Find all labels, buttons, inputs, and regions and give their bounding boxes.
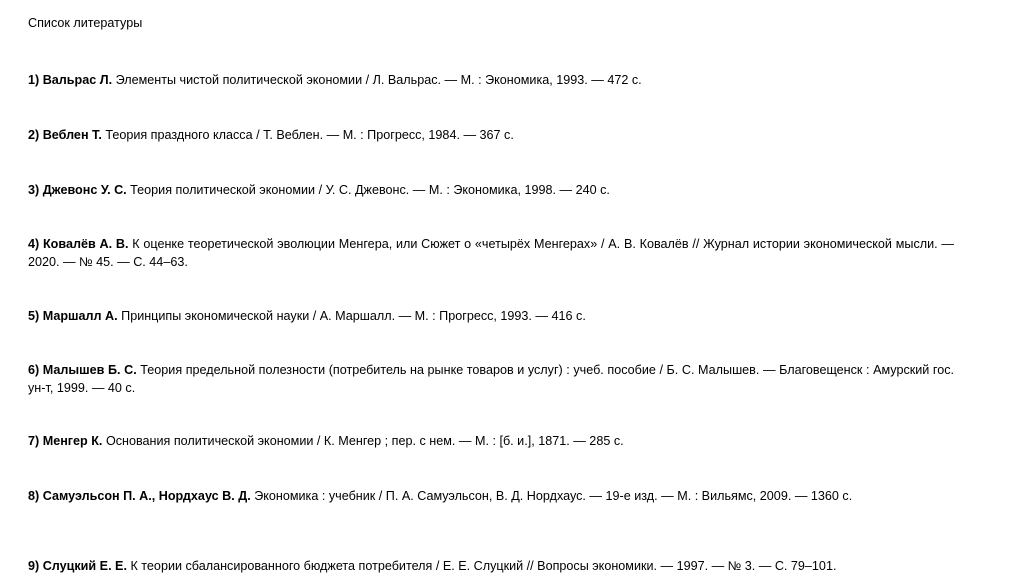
- reference-item: [28, 236, 954, 271]
- reference-lead: [28, 489, 251, 503]
- reference-lead: [28, 237, 128, 251]
- reference-text: Экономика : учебник / П. А. Самуэльсон, В. Д. Нордхаус. — 19-е изд. — М. : Вильямс, 2009. — 1360 с.: [254, 489, 853, 503]
- reference-text: Теория политической экономии / У. С. Джевонс. — М. : Экономика, 1998. — 240 с.: [130, 183, 610, 197]
- reference-number: 6): [28, 363, 40, 377]
- reference-text: Принципы экономической науки / А. Маршалл. — М. : Прогресс, 1993. — 416 с.: [121, 309, 586, 323]
- reference-item: [28, 433, 954, 451]
- reference-item: [28, 182, 954, 200]
- reference-author: Слуцкий Е. Е.: [42, 559, 127, 573]
- reference-lead: [28, 73, 112, 87]
- reference-author: Вальрас Л.: [42, 73, 113, 87]
- reference-number: 8): [28, 489, 40, 503]
- reference-lead: [28, 128, 102, 142]
- reference-number: 7): [28, 434, 40, 448]
- reference-item: [28, 127, 954, 145]
- reference-lead: [28, 183, 127, 197]
- reference-author: Маршалл А.: [42, 309, 118, 323]
- reference-lead: [28, 559, 127, 573]
- reference-number: 9): [28, 559, 40, 573]
- reference-item: [28, 488, 954, 506]
- reference-item: [28, 558, 954, 576]
- reference-item: [28, 362, 954, 397]
- reference-number: 4): [28, 237, 40, 251]
- reference-author: Ковалёв А. В.: [43, 237, 129, 251]
- reference-author: Джевонс У. С.: [42, 183, 127, 197]
- reference-item: [28, 72, 954, 90]
- reference-text: К теории сбалансированного бюджета потребителя / Е. Е. Слуцкий // Вопросы экономики. — 1997. — № 3. — С. 79–101.: [130, 559, 837, 573]
- document-page: [28, 0, 954, 574]
- reference-author: Малышев Б. С.: [42, 363, 137, 377]
- reference-text: К оценке теоретической эволюции Менгера, или Сюжет о «четырёх Менгерах» / А. В. Ковалёв // Журнал истории экономической мысли. — 2020. — № 45. — С. 44–63.: [28, 237, 955, 269]
- reference-lead: [28, 309, 118, 323]
- reference-lead: [28, 434, 102, 448]
- reference-author: Менгер К.: [42, 434, 103, 448]
- reference-text: Теория праздного класса / Т. Веблен. — М. : Прогресс, 1984. — 367 с.: [105, 128, 514, 142]
- reference-item: [28, 308, 954, 326]
- reference-author: Самуэльсон П. А., Нордхаус В. Д.: [42, 489, 251, 503]
- reference-number: 5): [28, 309, 40, 323]
- reference-lead: [28, 363, 137, 377]
- page-title: Список литературы: [28, 16, 143, 30]
- reference-text: Основания политической экономии / К. Менгер ; пер. с нем. — М. : [б. и.], 1871. — 285 с.: [105, 434, 624, 448]
- reference-number: 3): [28, 183, 40, 197]
- reference-author: Веблен Т.: [42, 128, 102, 142]
- reference-text: Теория предельной полезности (потребитель на рынке товаров и услуг) : учеб. пособие / Б. С. Малышев. — Благовещенск : Амурский гос. ун-т, 1999. — 40 с.: [28, 363, 955, 395]
- reference-number: 2): [28, 128, 40, 142]
- reference-number: 1): [28, 73, 40, 87]
- reference-text: Элементы чистой политической экономии / Л. Вальрас. — М. : Экономика, 1993. — 472 с.: [115, 73, 642, 87]
